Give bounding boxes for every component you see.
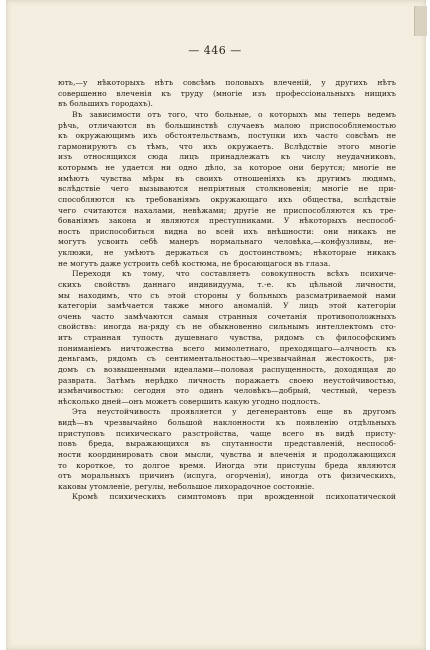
text-line: Переходя къ тому, что составляетъ совокупность всѣхъ психиче- — [72, 269, 396, 279]
text-line: разврата. Затѣмъ нерѣдко личность поражаетъ своею неустойчивостью, — [58, 375, 396, 385]
text-line: видѣ—въ чрезвычайно большой наклонности къ появленію отдѣльныхъ — [58, 418, 396, 427]
text-line: бованіямъ закона и являются преступниками. У нѣкоторыхъ неспособ- — [58, 216, 396, 226]
text-line: которымъ не удается ни одно дѣло, за которое они берутся; многіе не — [58, 163, 396, 172]
text-line: повъ бреда, выражающихся въ спутанности представленій, неспособ- — [58, 439, 396, 449]
text-line: отъ моральныхъ причинъ (испуга, огорченія), иногда отъ физическихъ, — [58, 471, 396, 481]
text-line: приступовъ психическаго разстройства, чаще всего въ видѣ присту- — [58, 428, 396, 438]
text-line: измѣнчивостью: сегодня это одинъ человѣкъ—добрый, честный, черезъ — [58, 386, 396, 396]
text-line: Въ зависимости отъ того, что больные, о которыхъ мы теперь ведемъ — [72, 109, 396, 119]
text-line: ности координировать свои мысли, чувства и влеченія и продолжающихся — [58, 449, 396, 459]
text-line: ють,—у нѣкоторыхъ нѣтъ совсѣмъ половыхъ влеченій, у другихъ нѣтъ — [58, 78, 396, 87]
text-line: скихъ свойствъ даннаго индивидуума, т.-е. къ цѣльной личности, — [58, 279, 396, 289]
text-line: мы находимъ, что съ этой стороны у больныхъ разсматриваемой нами — [58, 290, 396, 300]
text-line: могутъ усвоить себѣ манеръ нормальнаго человѣка,—конфузливы, не- — [58, 237, 396, 247]
text-line: то короткое, то долгое время. Иногда эти приступы бреда являются — [58, 460, 396, 470]
text-line: Эта неустойчивость проявляется у дегенерантовъ еще въ другомъ — [72, 407, 396, 417]
text-line: имѣютъ чувства мѣры въ своихъ отношеніяхъ къ другимъ людямъ, — [58, 173, 396, 183]
text-line: пониманіемъ ничтожества всего мимолетнаго, преходящаго—алчность къ — [58, 343, 396, 353]
text-line: очень часто замѣчаются самыя странныя сочетанія противоположныхъ — [58, 311, 396, 321]
page-edge-mark — [414, 6, 427, 36]
text-line: къ окружающимъ ихъ обстоятельствамъ, поступки ихъ часто совсѣмъ не — [58, 131, 396, 141]
text-line: гармонируютъ съ тѣмъ, что ихъ окружаетъ. Вслѣдствіе этого многіе — [58, 141, 396, 151]
text-line: совершенно влеченія къ труду (многіе изъ профессіональныхъ нищихъ — [58, 88, 396, 98]
text-line: нѣсколько дней—онъ можетъ совершить какую угодно подлость. — [58, 396, 321, 406]
text-line: каковы утомленіе, регулы, небольшое лихорадочное состояніе. — [58, 481, 315, 491]
text-line: уклюжи, не умѣютъ держаться съ достоинствомъ; нѣкоторые никакъ — [58, 248, 396, 257]
text-line: ность приспособиться видна во всей ихъ внѣшности: они никакъ не — [58, 226, 396, 236]
text-line: Кромѣ психическихъ симптомовъ при врожденной психопатической — [72, 492, 396, 502]
text-line: итъ странная тупость душевнаго чувства, рядомъ съ философскимъ — [58, 333, 396, 342]
text-line: не могутъ даже устроить себѣ костюма, не бросающагося въ глаза. — [58, 258, 331, 268]
text-line: домъ съ возвышенными идеалами—половая распущенность, доходящая до — [58, 364, 396, 374]
text-line: въ большихъ городахъ). — [58, 99, 153, 109]
text-line: категоріи замѣчается также много аномалій. У лицъ этой категоріи — [58, 301, 396, 311]
text-line: свойствъ: иногда на-ряду съ не обыкновенно сильнымъ интеллектомъ сто- — [58, 322, 396, 332]
text-line: вслѣдствіе чего вызываются непріятныя столкновенія; многіе не при- — [58, 184, 396, 194]
body-text — [58, 78, 396, 503]
text-line: рѣчь, отличаются въ большинствѣ случаевъ малою приспособляемостью — [58, 120, 396, 130]
page-number: — 446 — — [188, 44, 242, 57]
text-line: деньгамъ, рядомъ съ сентиментальностью—чрезвычайная жестокость, ря- — [58, 354, 396, 364]
text-line: изъ относящихся сюда лицъ принадлежатъ къ числу неудачниковъ, — [58, 152, 396, 162]
text-line: способляются къ требованіямъ окружающаго ихъ общества, вслѣдствіе — [58, 194, 396, 204]
text-line: чего считаются нахалами, невѣжами; другіе не приспособляются къ тре- — [58, 205, 396, 215]
